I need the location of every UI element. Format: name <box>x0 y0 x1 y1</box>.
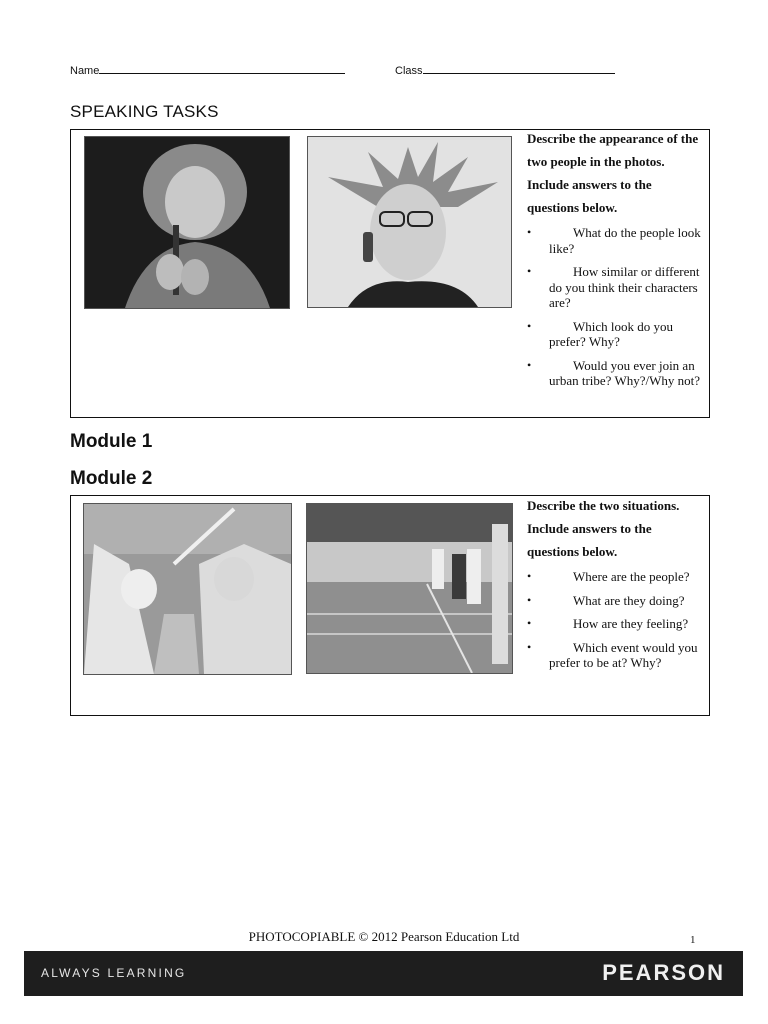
task1-prompt: Describe the appearance of the two people in the photos. Include answers to the questions below. <box>527 131 699 215</box>
list-item <box>527 264 702 311</box>
bullet-glyph: • <box>527 592 532 607</box>
name-underline <box>99 62 345 74</box>
question-text: Would you ever join an urban tribe? Why?/Why not? <box>549 357 701 388</box>
list-item <box>527 569 705 585</box>
tagline: ALWAYS LEARNING <box>41 966 187 980</box>
question-text: How similar or different do you think their characters are? <box>549 264 700 310</box>
photo-man-flute <box>84 136 290 309</box>
photo-football-fans <box>83 503 292 675</box>
bullet-glyph: • <box>527 264 532 278</box>
class-field <box>395 62 615 77</box>
question-text: How are they feeling? <box>573 616 689 631</box>
class-label: Class <box>395 65 423 77</box>
question-text: What are they doing? <box>573 592 685 608</box>
question-text: Which event would you prefer to be at? Why? <box>549 639 698 670</box>
list-item <box>527 640 705 671</box>
bullet-glyph: • <box>527 357 532 372</box>
question-text: Where are the people? <box>573 569 690 584</box>
copyright-note: PHOTOCOPIABLE © 2012 Pearson Education Ltd <box>248 929 520 944</box>
footer-band <box>24 951 743 996</box>
list-item <box>527 593 705 609</box>
page-number: 1 <box>690 934 696 946</box>
photo-spiky-hair-woman <box>307 136 512 308</box>
question-text: What do the people look like? <box>549 225 701 256</box>
pearson-logo: PEARSON <box>602 960 725 985</box>
bullet-glyph: • <box>527 639 532 654</box>
task2-text <box>527 494 705 679</box>
list-item <box>527 225 702 256</box>
task1-questions <box>527 225 702 389</box>
bullet-glyph: • <box>527 225 532 239</box>
bullet-glyph: • <box>527 569 532 583</box>
question-text: Which look do you prefer? Why? <box>549 318 674 349</box>
class-underline <box>423 62 615 74</box>
bullet-glyph: • <box>527 616 532 630</box>
task2-prompt: Describe the two situations. Include answers to the questions below. <box>527 498 680 559</box>
photo-kids-race <box>306 503 513 674</box>
list-item <box>527 358 702 389</box>
section-title: SPEAKING TASKS <box>70 102 219 121</box>
module-2-heading: Module 2 <box>70 468 153 489</box>
list-item <box>527 319 702 350</box>
name-label: Name <box>70 65 100 77</box>
task2-questions <box>527 569 705 671</box>
module-1-heading: Module 1 <box>70 431 153 452</box>
name-field <box>70 62 345 77</box>
bullet-glyph: • <box>527 318 532 333</box>
list-item <box>527 616 705 632</box>
task1-text <box>527 127 702 397</box>
